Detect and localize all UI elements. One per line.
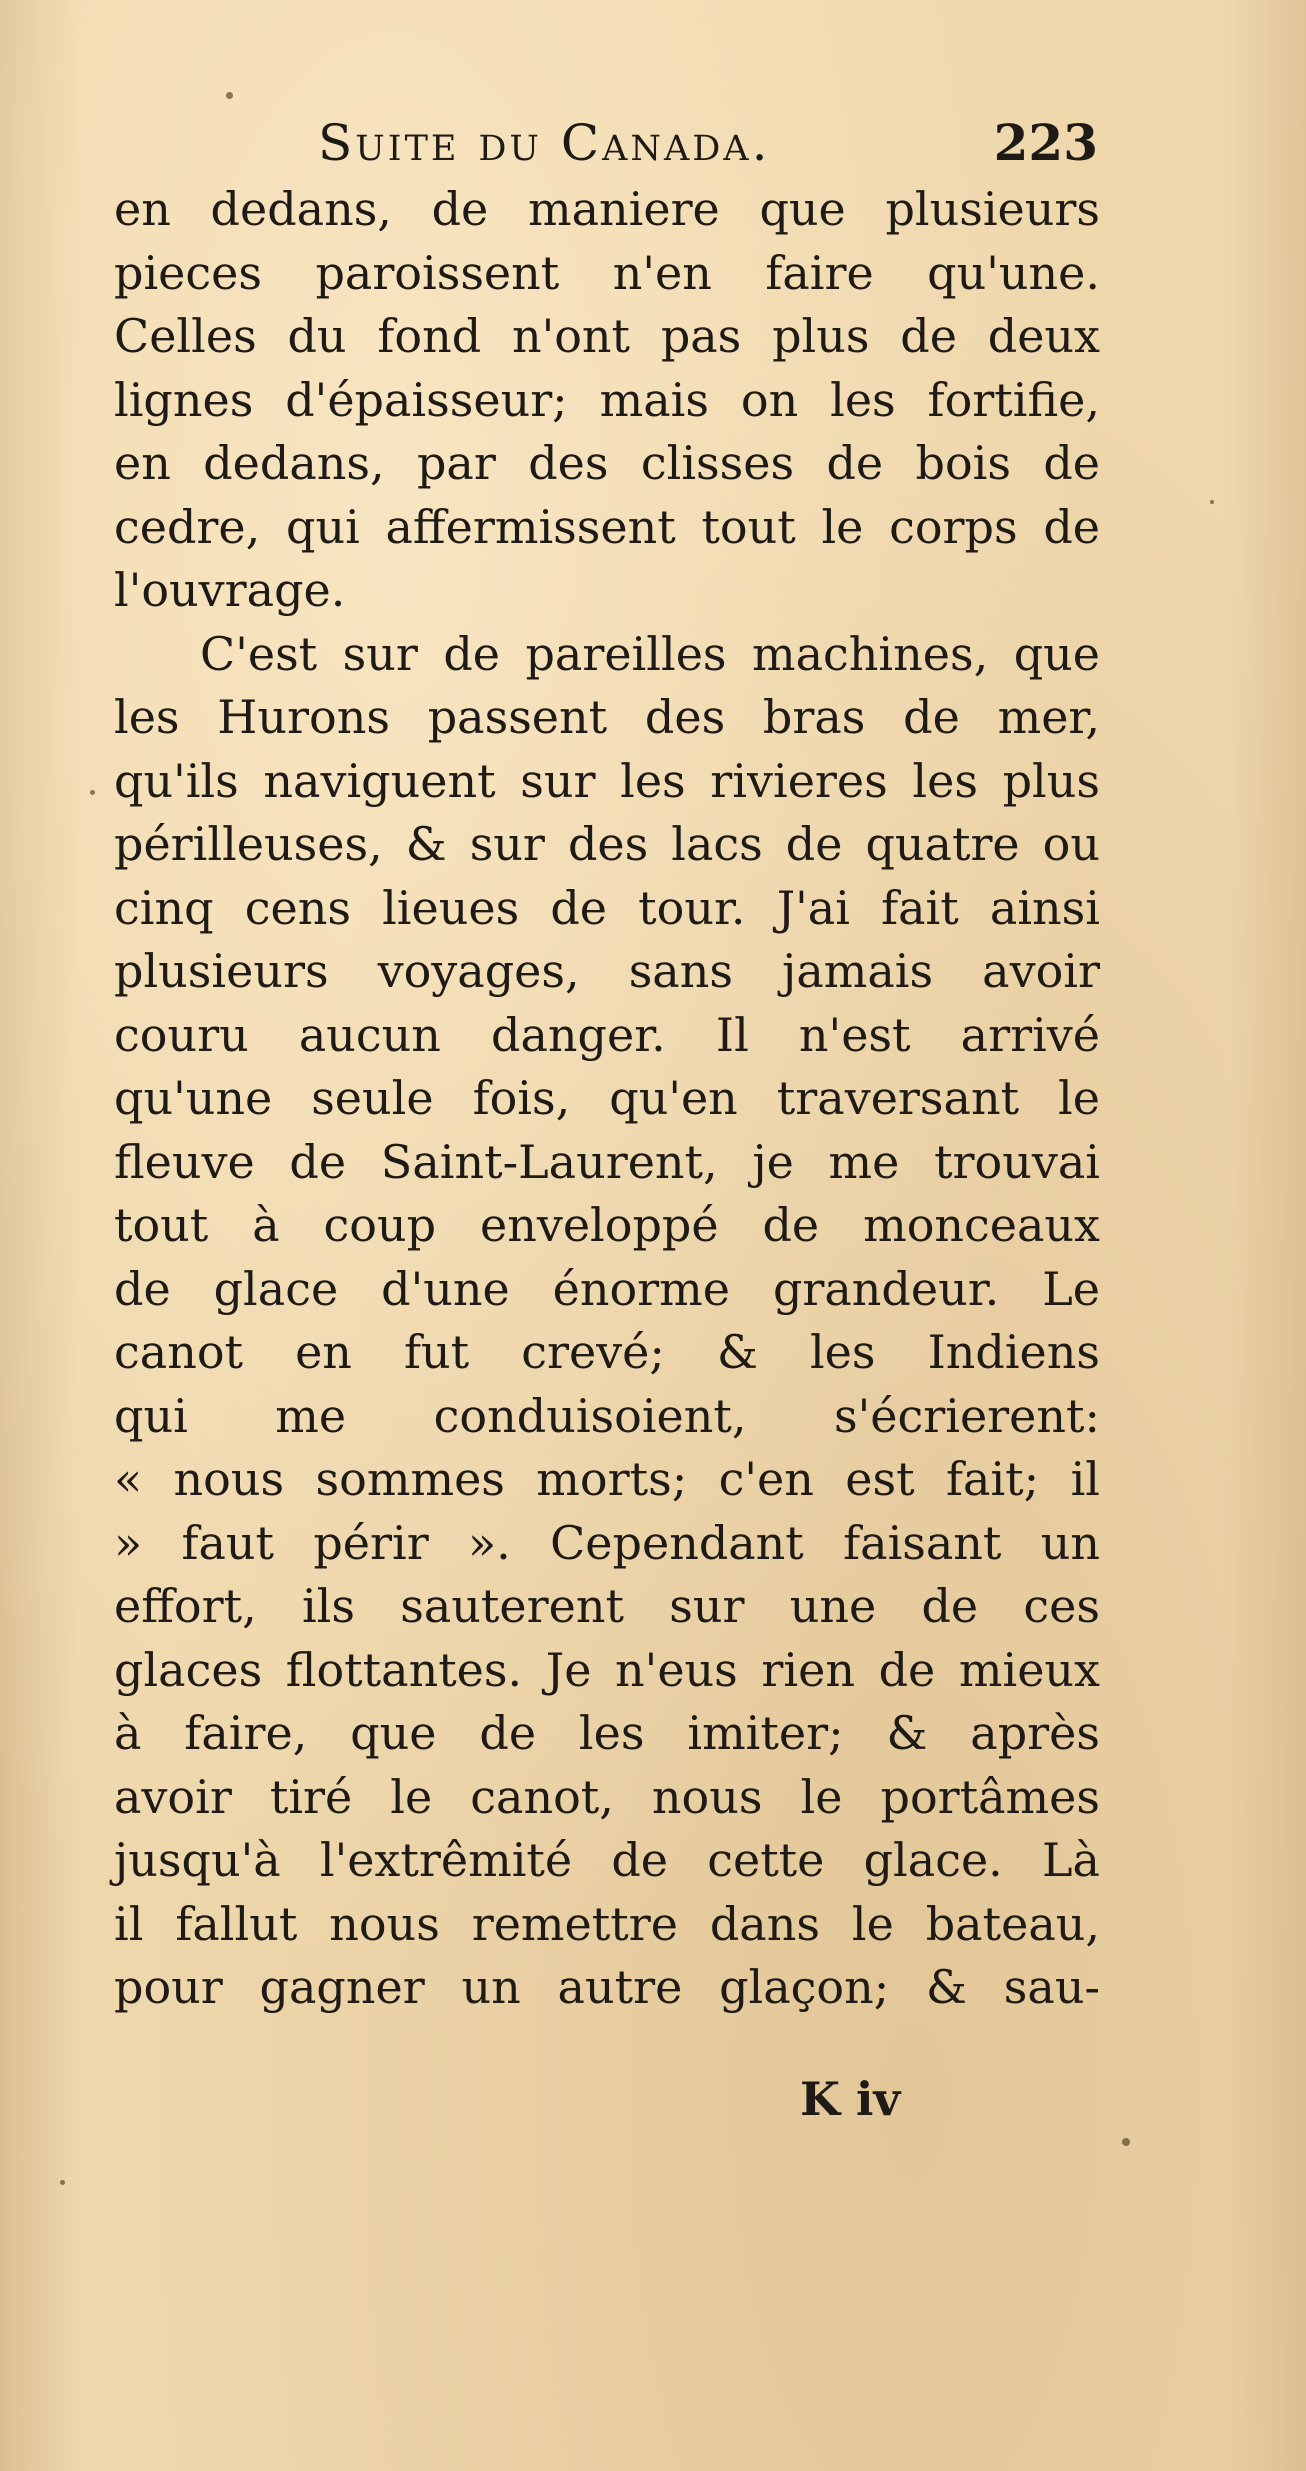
page-number: 223 bbox=[993, 113, 1098, 172]
body-text bbox=[114, 178, 1100, 2020]
page-footer bbox=[800, 2064, 1000, 2134]
text-line: périlleuses, & sur des lacs de quatre ou bbox=[114, 817, 1100, 871]
signature-mark: K iv bbox=[800, 2072, 901, 2126]
text-line: cinq cens lieues de tour. J'ai fait ainsi bbox=[114, 880, 1100, 935]
text-line: qui me conduisoient, s'écrierent: bbox=[114, 1388, 1100, 1443]
text-line: l'ouvrage. bbox=[114, 563, 346, 617]
text-line: en dedans, par des clisses de bois de bbox=[114, 436, 1100, 490]
text-line: qu'une seule fois, qu'en traversant le bbox=[114, 1071, 1100, 1125]
text-line: fleuve de Saint-Laurent, je me trouvai bbox=[114, 1134, 1100, 1189]
ink-speck bbox=[1122, 2138, 1130, 2146]
text-line: plusieurs voyages, sans jamais avoir bbox=[114, 944, 1100, 998]
text-line: effort, ils sauterent sur une de ces bbox=[114, 1579, 1100, 1633]
ink-speck bbox=[60, 2180, 65, 2185]
text-line: Celles du fond n'ont pas plus de deux bbox=[114, 309, 1100, 363]
text-line: couru aucun danger. Il n'est arrivé bbox=[114, 1007, 1100, 1062]
ink-speck bbox=[226, 92, 233, 99]
text-line: à faire, que de les imiter; & après bbox=[114, 1706, 1100, 1760]
ink-speck bbox=[90, 790, 95, 795]
text-line: pieces paroissent n'en faire qu'une. bbox=[114, 245, 1100, 300]
text-line: lignes d'épaisseur; mais on les fortifie, bbox=[114, 372, 1100, 427]
text-line: tout à coup enveloppé de monceaux bbox=[114, 1198, 1100, 1252]
text-line: cedre, qui affermissent tout le corps de bbox=[114, 499, 1100, 554]
paragraph-start-line: C'est sur de pareilles machines, que bbox=[200, 626, 1100, 681]
ink-speck bbox=[1210, 500, 1214, 504]
text-line: il fallut nous remettre dans le bateau, bbox=[114, 1896, 1100, 1951]
page-header bbox=[318, 108, 1098, 178]
text-line: canot en fut crevé; & les Indiens bbox=[114, 1325, 1100, 1379]
text-line: en dedans, de maniere que plusieurs bbox=[114, 182, 1100, 236]
text-line: » faut périr ». Cependant faisant un bbox=[114, 1515, 1100, 1570]
text-line: avoir tiré le canot, nous le portâmes bbox=[114, 1769, 1100, 1824]
text-line: glaces flottantes. Je n'eus rien de mieux bbox=[114, 1642, 1100, 1697]
text-line: pour gagner un autre glaçon; & sau- bbox=[114, 1960, 1100, 2014]
text-line: qu'ils naviguent sur les rivieres les plus bbox=[114, 753, 1100, 808]
text-line: de glace d'une énorme grandeur. Le bbox=[114, 1261, 1100, 1316]
text-line: jusqu'à l'extrêmité de cette glace. Là bbox=[114, 1833, 1100, 1887]
text-line: « nous sommes morts; c'en est fait; il bbox=[114, 1452, 1100, 1506]
text-line: les Hurons passent des bras de mer, bbox=[114, 690, 1100, 744]
running-head: Suite du Canada. bbox=[318, 114, 771, 172]
